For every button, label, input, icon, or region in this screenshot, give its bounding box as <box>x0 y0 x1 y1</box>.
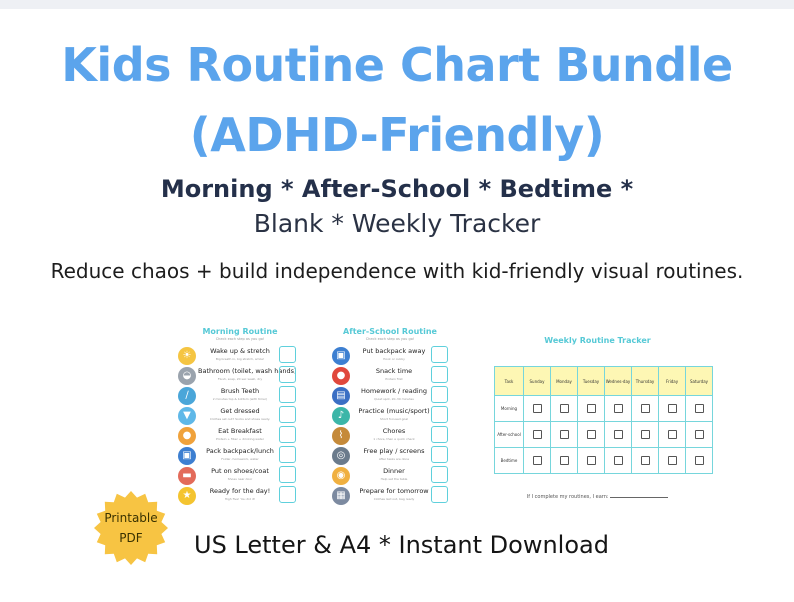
routine-item-label: Free play / screens <box>363 447 425 455</box>
tracker-cell <box>524 422 551 448</box>
routine-item <box>178 486 296 508</box>
tracker-cell <box>578 422 605 448</box>
routine-item <box>332 386 448 408</box>
tracker-cell <box>605 396 632 422</box>
routine-item-label: Prepare for tomorrow <box>359 487 429 495</box>
routine-item-note: High five! You did it! <box>224 497 256 501</box>
morning-routine-title: Morning Routine <box>202 327 278 336</box>
tracker-header-day: Tuesday <box>578 367 605 396</box>
tracker-row <box>495 448 713 474</box>
tracker-header-day: Saturday <box>686 367 713 396</box>
tracker-cell <box>551 396 578 422</box>
morning-routine-subtitle: Check each step as you go! <box>215 337 265 341</box>
tracker-checkbox[interactable] <box>614 430 623 439</box>
tracker-checkbox[interactable] <box>641 456 650 465</box>
tracker-cell <box>659 422 686 448</box>
tracker-cell <box>686 448 713 474</box>
breakfast-icon: ● <box>178 427 196 445</box>
tracker-checkbox[interactable] <box>533 456 542 465</box>
routine-item-label: Chores <box>382 427 406 435</box>
routine-item <box>178 386 296 408</box>
routine-item-label: Homework / reading <box>361 387 427 395</box>
afterschool-routine-subtitle: Check each step as you go! <box>365 337 415 341</box>
dinner-icon: ◉ <box>332 467 350 485</box>
badge-line2: PDF <box>119 531 143 545</box>
routine-item-label: Dinner <box>383 467 405 475</box>
routine-item <box>332 346 448 368</box>
tracker-cell <box>578 396 605 422</box>
routine-item-note: Hook or cubby <box>383 357 405 361</box>
routine-item-note: Protein + fiber + drinking water <box>216 437 264 441</box>
reward-text: If I complete my routines, I earn: <box>526 494 609 500</box>
routine-item-note: Help set the table <box>380 477 408 481</box>
routine-item-note: 2 minutes top & bottom (with timer) <box>212 397 268 401</box>
routine-checkbox[interactable] <box>279 426 296 443</box>
tracker-cell <box>659 396 686 422</box>
routine-item-label: Brush Teeth <box>220 387 260 395</box>
shoe-icon: ▬ <box>178 467 196 485</box>
routine-item-label: Pack backpack/lunch <box>206 447 274 455</box>
tracker-checkbox[interactable] <box>668 430 677 439</box>
page-title-line2: (ADHD-Friendly) <box>189 108 605 162</box>
routine-item <box>178 406 296 428</box>
routine-item-label: Eat Breakfast <box>218 427 262 435</box>
routine-item-note: Short focused goal <box>379 417 409 421</box>
tracker-checkbox[interactable] <box>560 430 569 439</box>
routine-item <box>178 346 296 368</box>
tracker-checkbox[interactable] <box>695 430 704 439</box>
routine-checkbox[interactable] <box>279 466 296 483</box>
routine-checkbox[interactable] <box>431 366 448 383</box>
routine-item <box>332 406 448 428</box>
tracker-cell <box>551 448 578 474</box>
reward-blank <box>610 497 668 498</box>
tracker-checkbox[interactable] <box>587 456 596 465</box>
tracker-cell <box>632 448 659 474</box>
tracker-checkbox[interactable] <box>533 430 542 439</box>
tracker-checkbox[interactable] <box>533 404 542 413</box>
footer-info: US Letter & A4 * Instant Download <box>194 531 609 559</box>
tracker-checkbox[interactable] <box>587 404 596 413</box>
reward-line <box>494 494 701 500</box>
star-icon: ★ <box>178 487 196 505</box>
routine-item-note: Clothes set out? Socks and shoes ready. <box>209 417 271 421</box>
tracker-checkbox[interactable] <box>560 456 569 465</box>
subtitle-secondary: Blank * Weekly Tracker <box>253 209 541 238</box>
routine-checkbox[interactable] <box>431 466 448 483</box>
routine-item <box>332 426 448 448</box>
tracker-cell <box>686 422 713 448</box>
printable-pdf-badge <box>93 490 169 566</box>
routine-item <box>178 466 296 488</box>
routine-checkbox[interactable] <box>431 406 448 423</box>
tracker-cell <box>686 396 713 422</box>
routine-checkbox[interactable] <box>279 386 296 403</box>
routine-item-note: Shoes near door <box>227 477 253 481</box>
routine-checkbox[interactable] <box>431 346 448 363</box>
routine-item-label: Practice (music/sport) <box>358 407 430 415</box>
routine-item-note: Protein first <box>385 377 403 381</box>
routine-item-label: Wake up & stretch <box>210 347 270 355</box>
tracker-checkbox[interactable] <box>695 456 704 465</box>
top-bar <box>0 0 794 9</box>
broom-icon: ⌇ <box>332 427 350 445</box>
toilet-icon: ◒ <box>178 367 196 385</box>
routine-item <box>332 446 448 468</box>
routine-item <box>332 486 448 508</box>
weekly-tracker-table <box>494 366 713 474</box>
routine-checkbox[interactable] <box>431 446 448 463</box>
tracker-row-label: Morning <box>495 396 524 422</box>
tracker-checkbox[interactable] <box>668 404 677 413</box>
routine-checkbox[interactable] <box>431 486 448 503</box>
tracker-header-day: Thursday <box>632 367 659 396</box>
backpack-icon: ▣ <box>178 447 196 465</box>
tracker-cell <box>605 448 632 474</box>
page-title: Kids Routine Chart Bundle <box>61 38 733 92</box>
routine-item <box>178 366 296 388</box>
tracker-header-day: Friday <box>659 367 686 396</box>
sun-icon: ☀ <box>178 347 196 365</box>
routine-checkbox[interactable] <box>279 486 296 503</box>
tracker-row <box>495 422 713 448</box>
tracker-checkbox[interactable] <box>641 404 650 413</box>
tracker-header-day: Sunday <box>524 367 551 396</box>
routine-item-note: Big breath in, big stretch, smile! <box>215 357 265 361</box>
tracker-header-day: Monday <box>551 367 578 396</box>
calendar-icon: ▦ <box>332 487 350 505</box>
routine-item-note: Clothes laid out, bag ready <box>373 497 415 501</box>
routine-item-note: After tasks are done <box>378 457 410 461</box>
routine-item-note: Quiet spot, 20–30 minutes <box>374 397 414 401</box>
routine-item-label: Snack time <box>375 367 413 375</box>
routine-item-label: Ready for the day! <box>209 487 271 495</box>
tracker-cell <box>632 396 659 422</box>
tracker-cell <box>632 422 659 448</box>
routine-item-label: Put backpack away <box>362 347 426 355</box>
backpack-icon: ▣ <box>332 347 350 365</box>
shirt-icon: ▼ <box>178 407 196 425</box>
toothbrush-icon: ∕ <box>178 387 196 405</box>
tracker-row <box>495 396 713 422</box>
routine-item-label: Get dressed <box>220 407 260 415</box>
routine-item <box>178 426 296 448</box>
routine-item <box>332 366 448 388</box>
routine-item <box>332 466 448 488</box>
tracker-title: Weekly Routine Tracker <box>544 336 651 345</box>
tracker-checkbox[interactable] <box>668 456 677 465</box>
tracker-cell <box>551 422 578 448</box>
tracker-checkbox[interactable] <box>614 404 623 413</box>
tracker-checkbox[interactable] <box>587 430 596 439</box>
tracker-row-label: Bedtime <box>495 448 524 474</box>
routine-checkbox[interactable] <box>431 386 448 403</box>
routine-item-note: 1 chore, then a quick check <box>373 437 415 441</box>
tracker-row-label: After-school <box>495 422 524 448</box>
tagline: Reduce chaos + build independence with kid-friendly visual routines. <box>50 259 744 283</box>
badge-line1: Printable <box>104 511 158 525</box>
routine-item-note: Flush, soap, 20 sec wash, dry <box>217 377 263 381</box>
tracker-checkbox[interactable] <box>641 430 650 439</box>
music-note-icon: ♪ <box>332 407 350 425</box>
morning-routine-sheet <box>178 322 302 508</box>
routine-checkbox[interactable] <box>279 406 296 423</box>
tracker-checkbox[interactable] <box>560 404 569 413</box>
tracker-checkbox[interactable] <box>614 456 623 465</box>
tracker-header-day: Wednes-day <box>605 367 632 396</box>
tracker-cell <box>659 448 686 474</box>
routine-checkbox[interactable] <box>279 446 296 463</box>
routine-item-label: Put on shoes/coat <box>211 467 269 475</box>
tracker-cell <box>524 396 551 422</box>
afterschool-routine-sheet <box>332 322 448 508</box>
routine-checkbox[interactable] <box>431 426 448 443</box>
book-icon: ▤ <box>332 387 350 405</box>
tracker-cell <box>578 448 605 474</box>
gamepad-icon: ◎ <box>332 447 350 465</box>
routine-checkbox[interactable] <box>279 346 296 363</box>
tracker-cell <box>524 448 551 474</box>
tracker-header-task: Task <box>495 367 524 396</box>
routine-item-label: Bathroom (toilet, wash hands) <box>198 367 297 375</box>
tracker-checkbox[interactable] <box>695 404 704 413</box>
tracker-cell <box>605 422 632 448</box>
afterschool-routine-title: After-School Routine <box>343 327 437 336</box>
subtitle: Morning * After-School * Bedtime * <box>160 175 634 203</box>
apple-icon: ● <box>332 367 350 385</box>
routine-item <box>178 446 296 468</box>
routine-checkbox[interactable] <box>279 366 296 383</box>
routine-item-note: Folder, homework, water <box>221 457 259 461</box>
